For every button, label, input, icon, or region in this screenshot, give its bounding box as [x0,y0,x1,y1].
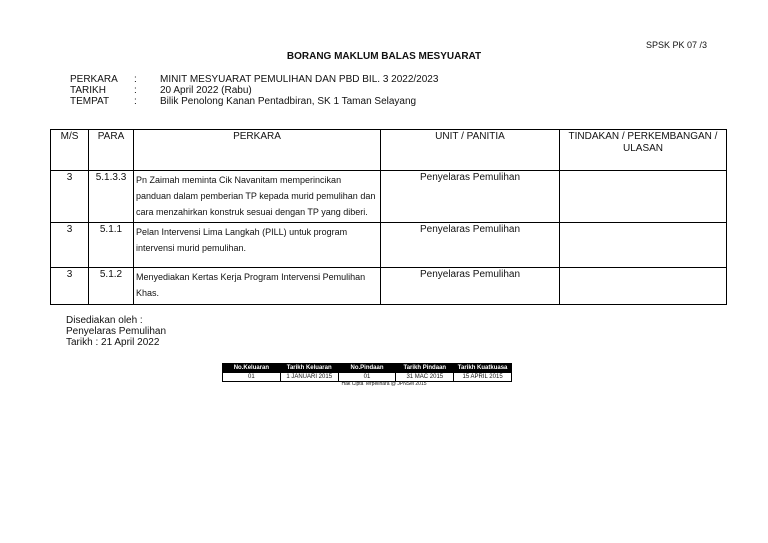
rev-header: Tarikh Kuatkuasa [454,364,512,373]
header-unit: UNIT / PANITIA [381,130,560,171]
info-colon: : [134,96,137,107]
info-value: Bilik Penolong Kanan Pentadbiran, SK 1 Taman Selayang [160,96,417,107]
info-value: 20 April 2022 (Rabu) [160,85,252,96]
header-perkara: PERKARA [134,130,381,171]
info-label: PERKARA [70,74,118,85]
document-reference-code: SPSK PK 07 /3 [646,40,708,50]
cell-unit: Penyelaras Pemulihan [381,171,560,223]
rev-value: 01 [338,373,396,382]
revision-header-row [223,364,512,373]
cell-perkara: Pn Zaimah meminta Cik Navanitam memperincikan panduan dalam pemberian TP kepada murid pemulihan dan cara menzahirkan konstruk sesuai dengan TP yang diberi. [134,171,381,223]
rev-value: 15 APRIL 2015 [454,373,512,382]
rev-value: 31 MAC 2015 [396,373,454,382]
header-para: PARA [89,130,134,171]
prepared-by-role: Penyelaras Pemulihan [66,326,167,337]
info-colon: : [134,74,137,85]
feedback-table [50,129,727,305]
rev-header: Tarikh Pindaan [396,364,454,373]
prepared-by [66,315,166,348]
cell-tindakan [560,223,727,268]
cell-para: 5.1.2 [89,268,134,305]
table-row [51,268,727,305]
copyright-notice: Hak Cipta Terpelihara @ JPNSel 2015 [341,381,427,387]
table-header-row [51,130,727,171]
info-label: TARIKH [70,85,106,96]
cell-ms: 3 [51,223,89,268]
cell-para: 5.1.3.3 [89,171,134,223]
cell-tindakan [560,171,727,223]
prepared-date: Tarikh : 21 April 2022 [66,337,160,348]
rev-value: 01 [223,373,281,382]
revision-table [222,363,512,382]
rev-header: Tarikh Keluaran [280,364,338,373]
prepared-by-label: Disediakan oleh : [66,315,143,326]
table-row [51,223,727,268]
cell-unit: Penyelaras Pemulihan [381,268,560,305]
info-row-tarikh [70,85,438,96]
cell-para: 5.1.1 [89,223,134,268]
info-value: MINIT MESYUARAT PEMULIHAN DAN PBD BIL. 3 2022/2023 [160,74,439,85]
info-row-tempat [70,96,438,107]
table-row [51,171,727,223]
cell-ms: 3 [51,268,89,305]
info-row-perkara [70,74,438,85]
cell-perkara: Pelan Intervensi Lima Langkah (PILL) untuk program intervensi murid pemulihan. [134,223,381,268]
rev-value: 1 JANUARI 2015 [280,373,338,382]
header-tindakan: TINDAKAN / PERKEMBANGAN / ULASAN [560,130,727,171]
cell-ms: 3 [51,171,89,223]
info-colon: : [134,85,137,96]
header-ms: M/S [51,130,89,171]
info-label: TEMPAT [70,96,110,107]
cell-perkara: Menyediakan Kertas Kerja Program Intervensi Pemulihan Khas. [134,268,381,305]
meeting-info [70,74,438,107]
rev-header: No.Keluaran [223,364,281,373]
form-title: BORANG MAKLUM BALAS MESYUARAT [286,51,482,62]
cell-tindakan [560,268,727,305]
cell-unit: Penyelaras Pemulihan [381,223,560,268]
rev-header: No.Pindaan [338,364,396,373]
